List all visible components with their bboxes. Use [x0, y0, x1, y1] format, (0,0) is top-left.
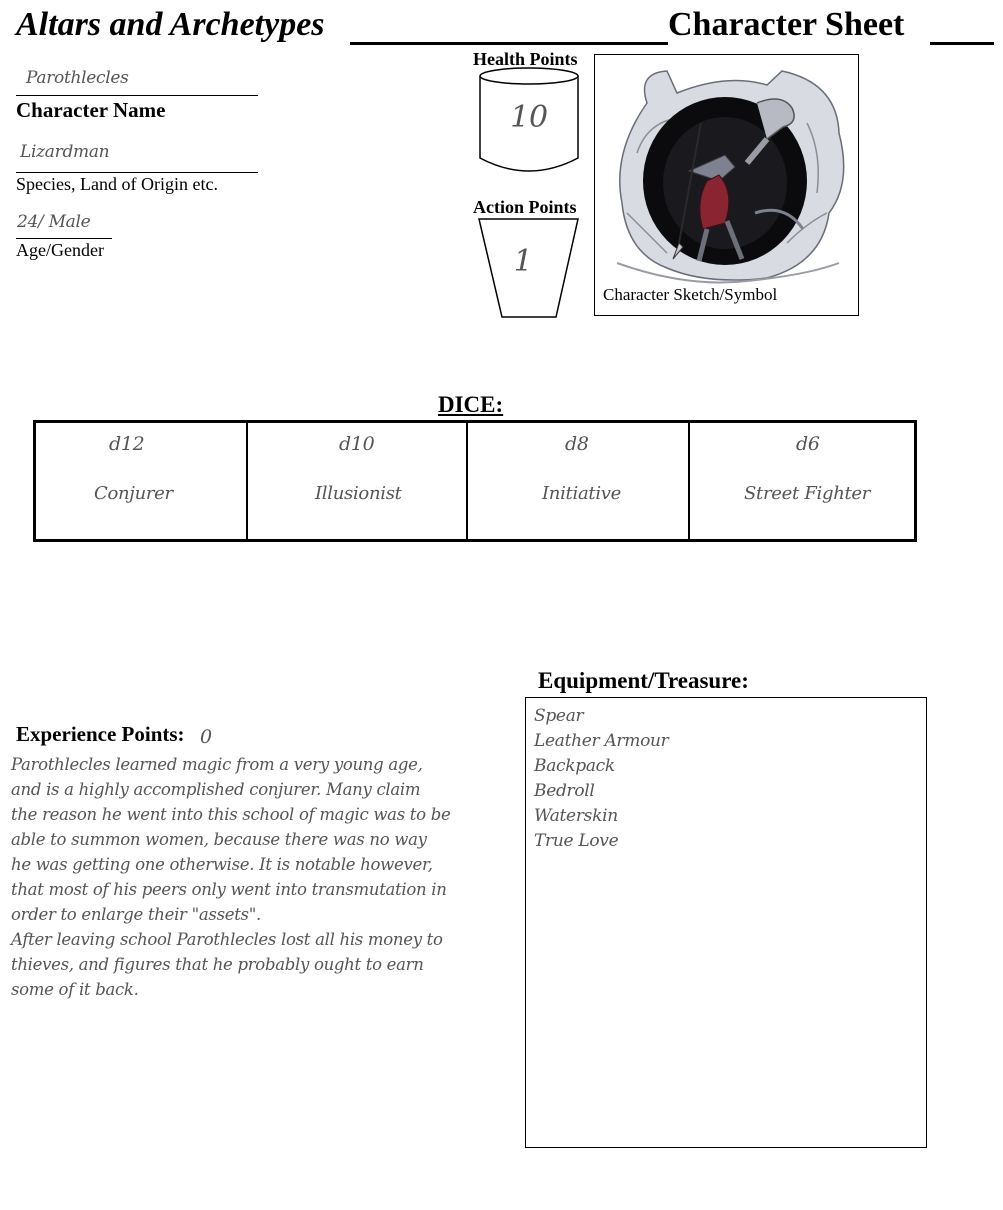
species-label: Species, Land of Origin etc.	[16, 174, 218, 194]
health-points-value[interactable]: 10	[510, 100, 548, 135]
species-value[interactable]: Lizardman	[20, 142, 110, 162]
dice-die[interactable]: d8	[565, 433, 589, 455]
dice-cell-d8	[466, 423, 688, 539]
equipment-title: Equipment/Treasure:	[538, 668, 749, 693]
age-gender-value[interactable]: 24/ Male	[17, 212, 91, 232]
character-sketch-label: Character Sketch/Symbol	[603, 285, 778, 304]
sheet-subtitle: Character Sheet	[668, 6, 905, 43]
character-backstory[interactable]	[11, 752, 451, 1002]
dice-role[interactable]: Illusionist	[315, 483, 402, 504]
dice-role[interactable]: Conjurer	[94, 483, 173, 504]
dice-cell-d6	[688, 423, 914, 539]
dice-role[interactable]: Street Fighter	[744, 483, 871, 504]
character-sketch-box	[594, 54, 859, 316]
equipment-item: Waterskin	[534, 806, 618, 826]
dice-table	[33, 420, 917, 542]
dice-cell-d12	[36, 423, 246, 539]
equipment-item: True Love	[534, 831, 619, 851]
dice-die[interactable]: d12	[109, 433, 145, 455]
dice-die[interactable]: d6	[796, 433, 820, 455]
character-sketch-image	[607, 63, 847, 285]
title-underline	[350, 42, 668, 45]
action-points-value[interactable]: 1	[513, 244, 533, 279]
equipment-list[interactable]	[525, 697, 927, 1148]
experience-points-label: Experience Points:	[16, 722, 185, 746]
age-gender-label: Age/Gender	[16, 240, 104, 260]
health-points-label: Health Points	[473, 49, 578, 69]
equipment-item: Bedroll	[534, 781, 595, 801]
equipment-item: Spear	[534, 706, 584, 726]
equipment-item: Backpack	[534, 756, 615, 776]
action-points-label: Action Points	[473, 197, 577, 217]
sheet-title: Altars and Archetypes	[16, 6, 325, 43]
age-gender-rule	[16, 238, 112, 239]
backstory-paragraph: After leaving school Parothlecles lost all his money to thieves, and figures that he probably ought to earn some of it back.	[11, 930, 443, 999]
equipment-item: Leather Armour	[534, 731, 669, 751]
experience-points-value[interactable]: 0	[200, 726, 212, 748]
character-name-value[interactable]: Parothlecles	[26, 68, 129, 88]
dice-title: DICE:	[438, 392, 504, 417]
character-name-label: Character Name	[16, 98, 166, 122]
dice-cell-d10	[246, 423, 466, 539]
dice-die[interactable]: d10	[339, 433, 375, 455]
backstory-paragraph: Parothlecles learned magic from a very young age, and is a highly accomplished conjurer. Many claim the reason he went into this school of magic was to be able to summon women, because there was no way he was getting one otherwise. It is notable however, that most of his peers only went into transmutation in order to enlarge their "assets".	[11, 755, 451, 924]
subtitle-underline	[930, 42, 994, 45]
dice-role[interactable]: Initiative	[542, 483, 621, 504]
character-name-rule	[16, 95, 258, 96]
species-rule	[16, 172, 258, 173]
